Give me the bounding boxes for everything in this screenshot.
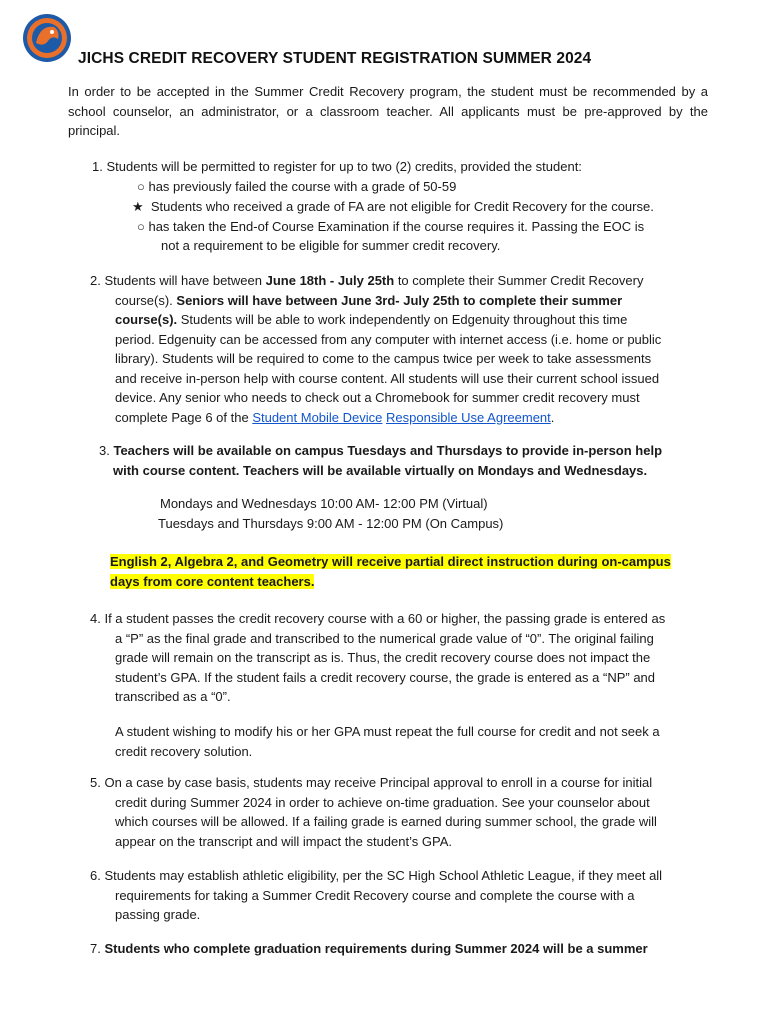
- intro-paragraph: In order to be accepted in the Summer Credit Recovery program, the student must be recommended by a school counselor, an administrator, or a classroom teacher. All applicants must be pre-approved by the principal.: [68, 84, 708, 138]
- item-number: 7.: [90, 941, 105, 956]
- bold-run: course(s).: [115, 312, 178, 327]
- item-2-line-3: [90, 310, 661, 330]
- item-1-bullet-2-line-1: ○ has taken the End-of Course Examination if the course requires it. Passing the EOC is: [137, 219, 645, 234]
- item-1-star-note: [132, 197, 654, 217]
- star-icon: ★: [132, 199, 144, 214]
- item-6-line-2: requirements for taking a Summer Credit Recovery course and complete the course with a: [115, 887, 635, 903]
- item-5-line-2: credit during Summer 2024 in order to achieve on-time graduation. See your counselor about: [115, 794, 650, 810]
- item-7: [90, 939, 648, 959]
- star-note-text: Students who received a grade of FA are not eligible for Credit Recovery for the course.: [150, 199, 654, 214]
- item-2-line-1: [90, 271, 661, 291]
- item-5: [90, 773, 657, 851]
- highlight-line-1: [110, 552, 671, 572]
- item-2-line-8: [90, 408, 661, 428]
- item-4: [90, 609, 665, 707]
- item-3: [99, 441, 662, 480]
- schedule-virtual: Mondays and Wednesdays 10:00 AM- 12:00 PM (Virtual): [160, 496, 488, 511]
- item-4-line-2: a “P” as the final grade and transcribed to the numerical grade value of “0”. The original failing: [115, 630, 654, 646]
- item-5-line-3: which courses will be allowed. If a failing grade is earned during summer school, the grade will: [115, 814, 657, 829]
- text-run: complete Page 6 of the: [115, 409, 253, 425]
- page-title: JICHS CREDIT RECOVERY STUDENT REGISTRATION SUMMER 2024: [78, 50, 592, 67]
- item-1-bullet-1: ○ has previously failed the course with a grade of 50-59: [137, 179, 457, 194]
- highlighted-text: English 2, Algebra 2, and Geometry will receive partial direct instruction during on-campus: [110, 554, 671, 569]
- highlight-note: [110, 552, 671, 591]
- bold-run: Teachers will be available on campus Tuesdays and Thursdays to provide in-person help: [113, 443, 663, 458]
- item-4-p2-line-2: credit recovery solution.: [115, 743, 253, 759]
- item-1: [92, 157, 582, 177]
- item-3-line-1: [99, 441, 662, 461]
- item-4-paragraph-2: [115, 722, 660, 761]
- school-logo: [22, 13, 72, 63]
- bold-run: with course content. Teachers will be available virtually on Mondays and Wednesdays.: [113, 462, 648, 478]
- item-1-bullet-2-line-2: not a requirement to be eligible for summer credit recovery.: [161, 238, 501, 253]
- item-4-line-1: 4. If a student passes the credit recovery course with a 60 or higher, the passing grade is entered as: [90, 611, 666, 626]
- item-2-line-6: and receive in-person help with course content. All students will use their current school issued: [115, 370, 660, 386]
- highlighted-text: days from core content teachers.: [110, 573, 315, 589]
- text-run: to complete their Summer Credit Recovery: [394, 273, 644, 288]
- item-6-line-3: passing grade.: [115, 907, 201, 922]
- schedule-on-campus: Tuesdays and Thursdays 9:00 AM - 12:00 PM (On Campus): [158, 516, 504, 531]
- item-4-line-5: transcribed as a “0”.: [115, 689, 231, 704]
- item-5-line-1: 5. On a case by case basis, students may receive Principal approval to enroll in a course for initial: [90, 775, 653, 790]
- item-4-p2-line-1: A student wishing to modify his or her GPA must repeat the full course for credit and not seek a: [115, 724, 660, 739]
- item-4-line-4: student’s GPA. If the student fails a credit recovery course, the grade is entered as a “NP” and: [115, 669, 656, 685]
- student-mobile-device-link[interactable]: Student Mobile Device: [252, 409, 383, 425]
- item-5-line-4: appear on the transcript and will impact the student’s GPA.: [115, 833, 452, 849]
- item-6: [90, 866, 662, 925]
- responsible-use-agreement-link[interactable]: Responsible Use Agreement: [386, 409, 551, 425]
- item-2-line-5: library). Students will be required to come to the campus twice per week to take assessments: [115, 351, 652, 366]
- text-run: 2. Students will have between: [90, 273, 266, 288]
- item-7-line-1: [90, 939, 648, 959]
- bold-run: June 18th - July 25th: [265, 273, 395, 288]
- item-2-line-4: period. Edgenuity can be accessed from any computer with internet access (i.e. home or public: [115, 331, 662, 347]
- bold-run: Students who complete graduation requirements during Summer 2024 will be a summer: [104, 941, 648, 956]
- item-number: 3.: [99, 443, 114, 458]
- item-3-line-2: [99, 461, 662, 481]
- text-run: course(s).: [115, 292, 177, 308]
- item-4-line-3: grade will remain on the transcript as is. Thus, the credit recovery course does not impact the: [115, 650, 651, 665]
- item-1-text: 1. Students will be permitted to register for up to two (2) credits, provided the student:: [92, 159, 582, 174]
- bold-run: Seniors will have between June 3rd- July 25th to complete their summer: [176, 292, 623, 308]
- item-2: [90, 271, 661, 427]
- item-2-line-2: [90, 291, 661, 311]
- highlight-line-2: [110, 572, 671, 592]
- item-6-line-1: 6. Students may establish athletic eligibility, per the SC High School Athletic League, if they meet all: [90, 868, 663, 883]
- text-run: .: [550, 409, 555, 425]
- text-run: Students will be able to work independently on Edgenuity throughout this time: [177, 312, 628, 327]
- item-2-line-7: device. Any senior who needs to check out a Chromebook for summer credit recovery must: [115, 390, 640, 405]
